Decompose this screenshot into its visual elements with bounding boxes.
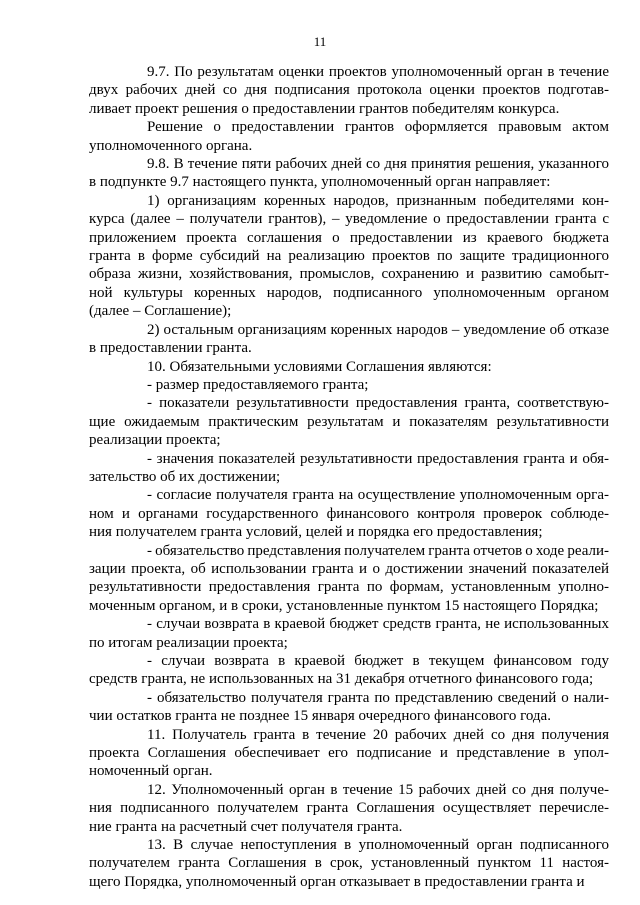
text-line: уполномоченного органа. <box>89 137 253 154</box>
text-line: 11. Получатель гранта в течение 20 рабочих дней со дня получения <box>147 726 609 743</box>
text-line: (далее – Соглашение); <box>89 303 232 320</box>
text-line: Решение о предоставлении грантов оформляется правовым актом <box>147 119 609 136</box>
text-line: щего Порядка, уполномоченный орган отказывает в предоставлении гранта и <box>89 873 585 890</box>
text-line: зательство об их достижении; <box>89 468 281 485</box>
text-line: - обязательство представления получателем гранта отчетов о ходе реали- <box>147 542 609 559</box>
text-line: результативности предоставления гранта по формам, установленным уполно- <box>89 579 609 596</box>
page-number: 11 <box>313 34 327 49</box>
text-line: 10. Обязательными условиями Соглашения являются: <box>147 358 492 375</box>
text-line: 9.7. По результатам оценки проектов уполномоченный орган в течение <box>147 64 609 80</box>
text-line: - обязательство получателя гранта по представлению сведений о нали- <box>147 689 609 706</box>
text-line: моченным органом, и в сроки, установленные пунктом 15 настоящего Порядка; <box>89 597 599 614</box>
text-line: ливает проект решения о предоставлении грантов победителям конкурса. <box>89 100 560 117</box>
text-line: по итогам реализации проекта; <box>89 634 288 651</box>
text-line: чии остатков гранта не позднее 15 января очередного финансового года. <box>89 708 551 725</box>
text-line: средств гранта, не использованных на 31 декабря отчетного финансового года; <box>89 671 594 688</box>
text-line: в предоставлении гранта. <box>89 340 252 357</box>
text-line: приложением проекта соглашения о предоставлении из краевого бюджета <box>89 229 609 246</box>
text-line: 2) остальным организациям коренных народов – уведомление об отказе <box>147 321 609 338</box>
document-body <box>89 63 609 891</box>
text-line: 12. Уполномоченный орган в течение 15 рабочих дней со дня получе- <box>147 781 609 798</box>
text-line: двух рабочих дней со дня подписания протокола оценки проектов подготав- <box>89 82 609 99</box>
text-line: проекта Соглашения обеспечивает его подписание и представление в упол- <box>89 745 609 762</box>
text-line: ния подписанного получателем гранта Соглашения осуществляет перечисле- <box>89 800 609 817</box>
text-line: реализации проекта; <box>89 432 221 449</box>
text-line: - размер предоставляемого гранта; <box>147 376 369 393</box>
text-line: образа жизни, хозяйствования, промыслов, сохранению и развитию самобыт- <box>89 266 609 283</box>
text-line: - случаи возврата в краевой бюджет в текущем финансовом году <box>147 653 609 669</box>
text-line: номоченный орган. <box>89 763 213 780</box>
text-line: ния получателем гранта условий, целей и порядка его предоставления; <box>89 524 543 541</box>
text-line: гранта в форме субсидий на реализацию проектов по защите традиционного <box>89 248 609 265</box>
text-line: курса (далее – получатели грантов), – уведомление о предоставлении гранта с <box>89 211 609 228</box>
text-line: - согласие получателя гранта на осуществление уполномоченным орга- <box>147 487 609 504</box>
text-line: в подпункте 9.7 настоящего пункта, уполномоченный орган направляет: <box>89 174 551 191</box>
text-line: - случаи возврата в краевой бюджет средств гранта, не использованных <box>147 616 609 633</box>
text-line: 13. В случае непоступления в уполномоченный орган подписанного <box>147 837 609 854</box>
text-line: 1) организациям коренных народов, признанным победителями кон- <box>147 192 609 209</box>
text-line: зации проекта, об использовании гранта и о достижении значений показателей <box>89 560 609 577</box>
text-line: - показатели результативности предоставления гранта, соответствую- <box>147 395 609 412</box>
text-line: щие ожидаемым практическим результатам и показателям результативности <box>89 413 609 430</box>
text-line: ном и органами государственного финансового контроля проверок соблюде- <box>89 505 609 522</box>
text-line: ние гранта на расчетный счет получателя гранта. <box>89 818 403 835</box>
text-line: ной культуры коренных народов, подписанного уполномоченным органом <box>89 284 609 301</box>
text-line: - значения показателей результативности предоставления гранта и обя- <box>147 450 609 467</box>
text-line: получателем гранта Соглашения в срок, установленный пунктом 11 настоя- <box>89 855 609 872</box>
text-line: 9.8. В течение пяти рабочих дней со дня принятия решения, указанного <box>147 156 609 173</box>
